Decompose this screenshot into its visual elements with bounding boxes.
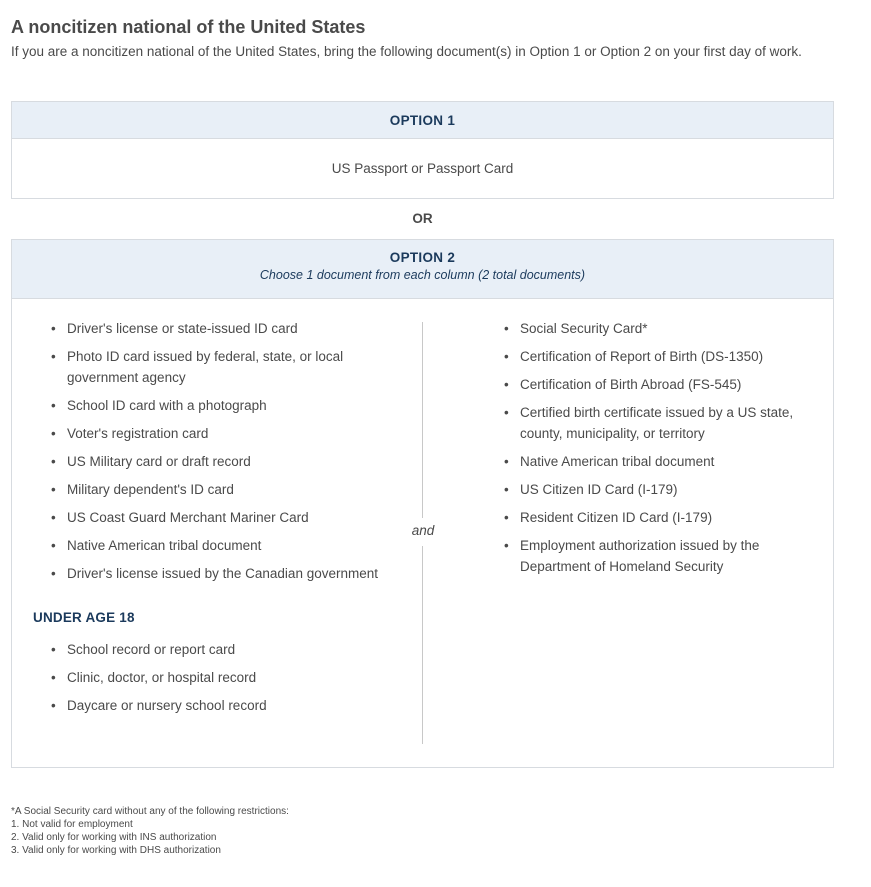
option-2-subtitle: Choose 1 document from each column (2 total documents) (259, 268, 586, 282)
option-1-label: OPTION 1 (389, 113, 456, 128)
footnote-line: 2. Valid only for working with INS authorization (11, 832, 217, 843)
list-item: • Certification of Report of Birth (DS-1350) (498, 346, 818, 367)
list-item: • Certified birth certificate issued by a US state, county, municipality, or territory (498, 402, 818, 444)
or-separator: OR (412, 211, 433, 226)
list-item: • Military dependent's ID card (45, 479, 385, 500)
list-item: • Native American tribal document (45, 535, 385, 556)
list-item: • Clinic, doctor, or hospital record (45, 667, 385, 688)
list-item: • US Coast Guard Merchant Mariner Card (45, 507, 385, 528)
option-2-box (11, 239, 834, 768)
list-item: • US Military card or draft record (45, 451, 385, 472)
list-item: • School record or report card (45, 639, 385, 660)
under-18-heading: UNDER AGE 18 (33, 610, 135, 625)
list-item: • Voter's registration card (45, 423, 385, 444)
right-column (498, 318, 818, 584)
right-document-list (498, 318, 818, 577)
list-item: • Resident Citizen ID Card (I-179) (498, 507, 818, 528)
left-column (33, 318, 385, 723)
list-item: • Social Security Card* (498, 318, 818, 339)
option-2-header (12, 240, 833, 299)
footnote (11, 805, 289, 857)
list-item: • Certification of Birth Abroad (FS-545) (498, 374, 818, 395)
column-divider-top (422, 322, 423, 518)
list-item: • Employment authorization issued by the Department of Homeland Security (498, 535, 818, 577)
option-1-header (12, 102, 833, 139)
and-label: and (411, 523, 435, 538)
option-1-box (11, 101, 834, 199)
option-1-document: US Passport or Passport Card (331, 161, 514, 176)
list-item: • Driver's license or state-issued ID card (45, 318, 385, 339)
list-item: • Photo ID card issued by federal, state, or local government agency (45, 346, 385, 388)
left-document-list (45, 318, 385, 584)
footnote-line: *A Social Security card without any of the following restrictions: (11, 806, 289, 817)
page-title: A noncitizen national of the United States (11, 17, 366, 37)
list-item: • Daycare or nursery school record (45, 695, 385, 716)
footnote-line: 1. Not valid for employment (11, 819, 133, 830)
list-item: • US Citizen ID Card (I-179) (498, 479, 818, 500)
under-18-list (45, 639, 385, 716)
footnote-line: 3. Valid only for working with DHS authorization (11, 845, 221, 856)
list-item: • Native American tribal document (498, 451, 818, 472)
option-2-label: OPTION 2 (389, 250, 456, 265)
column-divider-bottom (422, 546, 423, 744)
list-item: • School ID card with a photograph (45, 395, 385, 416)
intro-text: If you are a noncitizen national of the United States, bring the following document(s) in Option 1 or Option 2 on your first day of work. (11, 44, 802, 59)
list-item: • Driver's license issued by the Canadian government (45, 563, 385, 584)
